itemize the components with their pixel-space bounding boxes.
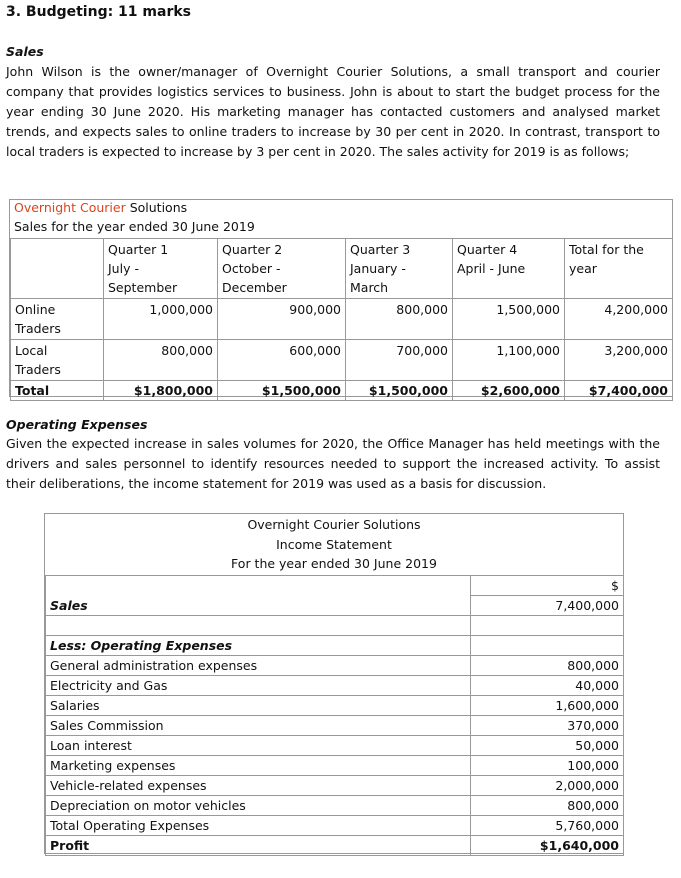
opex-paragraph: Given the expected increase in sales volumes for 2020, the Office Manager has held meetings with the drivers and sales personnel to identify resources needed to support the increased activity. To assist their deliberations, the income statement for 2019 was used as a basis for discussion. [6,436,660,491]
expense-label: Marketing expenses [46,756,471,776]
less-row [46,636,624,656]
expense-row [46,696,624,716]
cell-value: 1,000,000 [104,299,218,340]
expense-label: Salaries [46,696,471,716]
header-total: Total for the year [565,239,673,299]
sales-value: 7,400,000 [471,596,624,616]
expense-value: 1,600,000 [471,696,624,716]
sales-header-row [11,239,673,299]
expense-label: Electricity and Gas [46,676,471,696]
expense-row [46,736,624,756]
expense-label: Loan interest [46,736,471,756]
sales-grid [10,238,673,401]
expense-row [46,716,624,736]
sales-label: Sales [46,576,471,616]
header-q2: Quarter 2 October - December [218,239,346,299]
sales-section-title: Sales [6,44,44,59]
header-q1: Quarter 1 July - September [104,239,218,299]
expense-label: Sales Commission [46,716,471,736]
sales-row-online [11,299,673,340]
sales-table-caption-company: Overnight Courier Solutions [14,200,188,215]
cell-value: 3,200,000 [565,340,673,381]
statement-period: For the year ended 30 June 2019 [231,556,437,571]
cell-value: 800,000 [346,299,453,340]
expense-value: 370,000 [471,716,624,736]
currency-symbol: $ [471,576,624,596]
sales-row-local [11,340,673,381]
total-expenses-row [46,816,624,836]
cell-value: 700,000 [346,340,453,381]
sales-paragraph: John Wilson is the owner/manager of Overnight Courier Solutions, a small transport and courier company that provides logistics services to business. John is about to start the budget process for the year ending 30 June 2020. His marketing manager has contacted customers and analysed market trends, and expects sales to online traders to increase by 30 per cent in 2020. In contrast, transport to local traders is expected to increase by 3 per cent in 2020. The sales activity for 2019 is as follows; [6,64,660,159]
expense-value: 40,000 [471,676,624,696]
spacer-row [46,616,624,636]
total-expenses-value: 5,760,000 [471,816,624,836]
cell-value: 4,200,000 [565,299,673,340]
expense-value: 2,000,000 [471,776,624,796]
cell-value: $1,500,000 [346,381,453,401]
question-heading: 3. Budgeting: 11 marks [6,4,192,20]
profit-value: $1,640,000 [471,836,624,856]
expense-row [46,656,624,676]
expense-value: 100,000 [471,756,624,776]
cell-value: $1,500,000 [218,381,346,401]
cell-value: 900,000 [218,299,346,340]
row-label: Total [11,381,104,401]
expense-row [46,676,624,696]
income-statement [44,513,624,854]
expense-row [46,776,624,796]
expense-row [46,796,624,816]
header-q3: Quarter 3 January - March [346,239,453,299]
expense-label: Vehicle-related expenses [46,776,471,796]
company-name: Overnight Courier Solutions [247,517,421,532]
currency-row [46,576,624,596]
cell-value: 1,500,000 [453,299,565,340]
less-label: Less: Operating Expenses [46,636,471,656]
header-q4: Quarter 4 April - June [453,239,565,299]
cell-value: 800,000 [104,340,218,381]
cell-value: $7,400,000 [565,381,673,401]
total-expenses-label: Total Operating Expenses [46,816,471,836]
sales-activity-table [9,199,673,397]
cell-value: 600,000 [218,340,346,381]
sales-row-total [11,381,673,401]
income-statement-title [45,515,623,574]
expense-value: 50,000 [471,736,624,756]
cell-value: $2,600,000 [453,381,565,401]
expense-label: General administration expenses [46,656,471,676]
header-blank-cell [11,239,104,299]
expense-row [46,756,624,776]
sales-table-caption-period: Sales for the year ended 30 June 2019 [14,219,255,234]
cell-value: 1,100,000 [453,340,565,381]
profit-row [46,836,624,856]
profit-label: Profit [46,836,471,856]
expense-value: 800,000 [471,656,624,676]
income-grid [45,575,624,856]
cell-value: $1,800,000 [104,381,218,401]
opex-section-title: Operating Expenses [6,417,148,432]
expense-value: 800,000 [471,796,624,816]
row-label: Local Traders [11,340,104,381]
row-label: Online Traders [11,299,104,340]
expense-label: Depreciation on motor vehicles [46,796,471,816]
statement-name: Income Statement [276,536,392,552]
